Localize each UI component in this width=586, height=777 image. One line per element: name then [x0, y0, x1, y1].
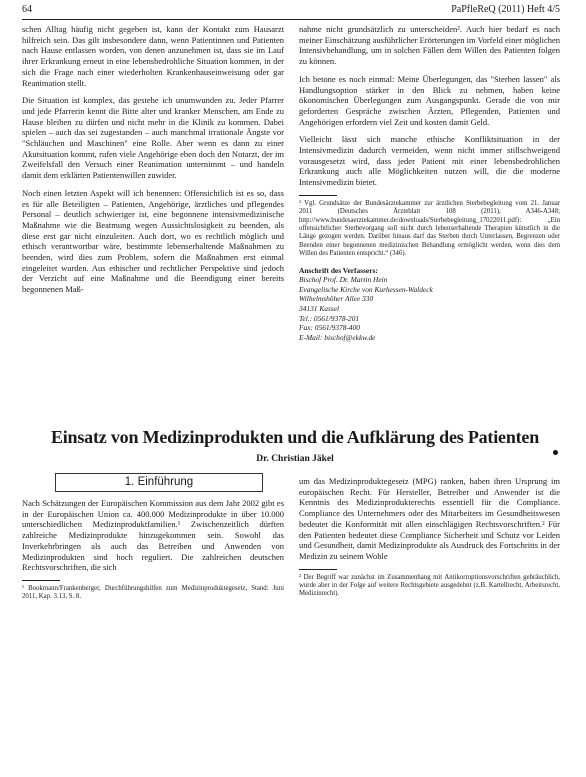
header-rule — [22, 19, 560, 20]
right-column-bottom — [299, 476, 560, 606]
paragraph: Nach Schätzungen der Europäischen Kommission aus dem Jahr 2002 gibt es in der Europäischen Union ca. 400.000 Medizinprodukte in über 10.000 unterschiedlichen Medizinproduktfamilien.¹ Zwischenzeitlich dürften zahlreiche Medizinprodukte hinzugekommen sein. Sowohl das Inverkehrbringen als auch das Betreiben und Anwenden von Medizinprodukten sind hoch reguliert. Die zahlreichen deutschen Rechtsvorschriften, die sich — [22, 498, 284, 573]
left-column-top — [22, 24, 284, 302]
end-of-article-bullet — [553, 450, 558, 455]
running-header — [22, 4, 560, 18]
left-column-bottom — [22, 498, 284, 609]
footnote-rule — [299, 569, 337, 570]
address-line: Tel.: 0561/9378-201 — [299, 313, 360, 323]
address-line: 34131 Kassel — [299, 304, 340, 314]
paragraph: Vielleicht lässt sich manche ethische Konfliktsituation in der Intensivmedizin dadurch vermeiden, wenn nicht immer stillschweigend vorausgesetzt wird, dass jeder Patient mit einer lebensbedrohlichen Erkrankung auch alle Möglichkeiten nutzen will, die die moderne Intensivmedizin bietet. — [299, 134, 560, 188]
footnote: ¹ Bookmann/Frankenberger, Durchführungshilfen zum Medizinproduktegesetz, Stand: Juni 2011, Kap. 3.13, S. 8. — [22, 584, 284, 601]
address-label: Anschrift des Verfassers: — [299, 265, 378, 275]
paragraph: Die Situation ist komplex, das gestehe ich unumwunden zu. Jeder Pfarrer und jede Pfarrerin kennt die Bitte alter und kranker Menschen, am Ende zu Hause bleiben zu dürfen und nicht mehr in die Klinik zu kommen. Dabei spielen – auch das sei zugestanden – auch manchmal irrationale Ängste vor "Schläuchen und Maschinen" eine Rolle. Aber wenn es dann zu einer Akutsituation kommt, rufen viele Angehörige eben doch den Notarzt, der im Zweifelsfall den Versuch einer Reanimation unternimmt – und handeln damit dem erklärten Patientenwillen zuwider. — [22, 95, 284, 181]
page-number: 64 — [22, 4, 32, 15]
article-author: Dr. Christian Jäkel — [256, 454, 334, 464]
address-line: Evangelische Kirche von Kurhessen-Waldeck — [299, 284, 433, 294]
address-line: E-Mail: bischof@ekkw.de — [299, 332, 376, 342]
paragraph: schen Alltag häufig nicht gegeben ist, kann der Kontakt zum Hausarzt hilfreich sein. Das gilt insbesondere dann, wenn Patientinnen und Patienten nach Hause entlassen worden, von denen anzunehmen ist, dass sie im Lauf ihrer Erkrankung erneut in eine lebensbedrohliche Situation kommen, in der sich die Frage nach einer wiederholten Krankenhauseinweisung oder gar Reanimation stellt. — [22, 24, 284, 88]
paragraph: um das Medizinproduktegesetz (MPG) ranken, haben ihren Ursprung im europäischen Recht. Für Hersteller, Betreiber und Anwender ist die Kenntnis des Medizinprodukterechts essentiell für die Compliance. Compliance des Unternehmers oder des Mitarbeiters im Gesundheitswesen bedeutet die Konformität mit allen einschlägigen Rechtsvorschriften.² Für den Patienten bedeutet diese Compliance Sicherheit und Schutz vor Leiden und Gesundheit, damit Medizinprodukte als Ausdruck des Fortschritts in der Medizin zu seinem Wohle — [299, 476, 560, 561]
right-column-top — [299, 24, 560, 342]
footnote-rule — [299, 195, 337, 196]
article-title: Einsatz von Medizinprodukten und die Aufklärung des Patienten — [50, 427, 540, 447]
author-address — [299, 266, 560, 343]
paragraph: Noch einen letzten Aspekt will ich benennen: Offensichtlich ist es so, dass es für alle Beteiligten – Patienten, Angehörige, ärztliches und pflegendes Personal – deutlich schwieriger ist, eine begonnene intensivmedizinische Maßnahme wie die Beatmung wegen Aussichtslosigkeit zu beenden, als diese erst gar nicht einzuleiten. Auch dort, wo es rechtlich möglich und ethisch verantwortbar wäre, bestimmte lebenserhaltende Maßnahmen zu beenden, wird dies zum Problem, sofern die Maßnahmen erst einmal eingeleitet wurden. Aus ethischer und rechtlicher Perspektive sind jedoch der Verzicht auf eine Maßnahme und die Beendigung einer bereits begonnenen Maß- — [22, 187, 284, 295]
section-heading: 1. Einführung — [55, 473, 263, 492]
footnote: ² Vgl. Grundsätze der Bundesärztekammer zur ärztlichen Sterbebegleitung vom 21. Januar 2011 (Deutsches Ärzteblatt 108 (2011), A346-A348; http://www.bundesaerztekammer.de/downloads/Sterbebegleitung_17022011.pdf): „Ein offensichtlicher Sterbevorgang soll nicht durch lebenserhaltende Therapien künstlich in die Länge gezogen werden. Darüber hinaus darf das Sterben durch Unterlassen, Begrenzen oder Beenden einer begonnenen medizinischen Behandlung ermöglicht werden, wenn dies dem Willen des Patienten entspricht.“ (346). — [299, 199, 560, 258]
address-line: Fax: 0561/9378-400 — [299, 323, 360, 333]
journal-title: PaPfleReQ (2011) Heft 4/5 — [451, 4, 560, 15]
address-line: Wilhelmshöher Allee 330 — [299, 294, 374, 304]
footnote-rule — [22, 580, 60, 581]
paragraph: Ich betone es noch einmal: Meine Überlegungen, das "Sterben lassen" als Handlungsoption stärker in den Blick zu nehmen, haben keine ökonomischen Überlegungen zum Ausgangspunkt. Gerade die von mir geforderten Gespräche zwischen Ärzten, Pflegenden, Patienten und Angehörigen erfordern viel Zeit und kosten damit Geld. — [299, 73, 560, 127]
paragraph: nahme nicht grundsätzlich zu unterscheiden². Auch hier bedarf es nach meiner Einschätzung ausführlicher Erörterungen im Vorfeld einer möglichen Intensivbehandlung, um in solchen Fällen dem Willen des Patienten folgen zu können. — [299, 24, 560, 67]
address-line: Bischof Prof. Dr. Martin Hein — [299, 275, 388, 285]
footnote: ² Der Begriff war zunächst im Zusammenhang mit Antikorruptionsvorschriften gebräuchlich, wurde aber in der Folge auf weitere Rechtsgebiete ausgedehnt (z.B. Kartellrecht, Arbeitsrecht, Medizinrecht). — [299, 573, 560, 598]
